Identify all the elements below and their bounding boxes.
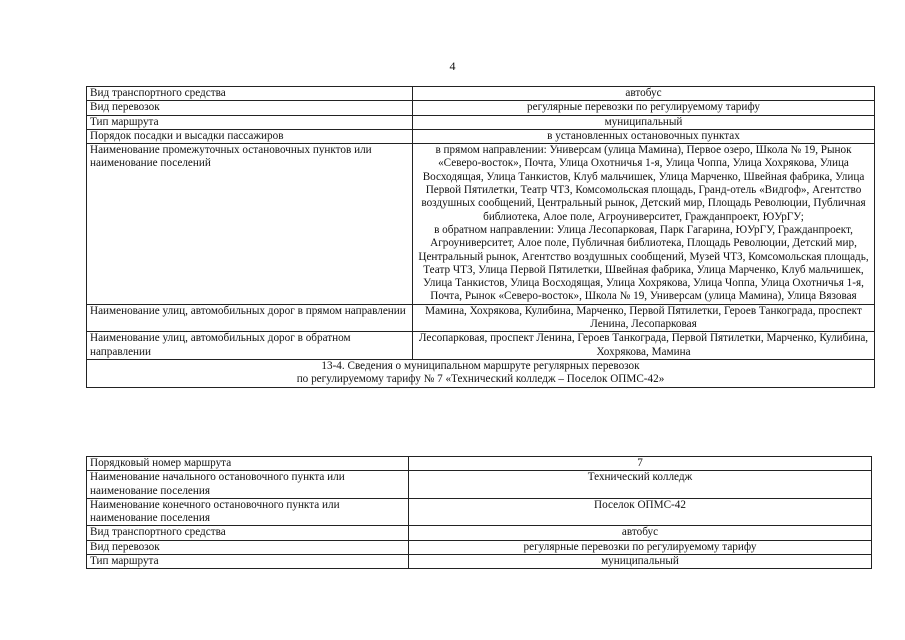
section-heading-line2: по регулируемому тарифу № 7 «Технический колледж – Поселок ОПМС-42» [296,373,665,386]
row-value: автобус [413,87,875,101]
streets-forward-label: Наименование улиц, автомобильных дорог в прямом направлении [87,304,413,332]
table-row [87,471,872,499]
intermediate-stops-label: Наименование промежуточных остановочных пунктов или наименование поселений [87,144,413,305]
section-heading-row [87,359,875,387]
stops-forward: в прямом направлении: Универсам (улица Мамина), Первое озеро, Школа № 19, Рынок «Северо-восток», Почта, Улица Охотничья 1-я, Улица Чоппа, Улица Хохрякова, Улица Восходящая, Улица Танкистов, Клуб мальчишек, Улица Марченко, Швейная фабрика, Улица Первой Пятилетки, Театр ЧТЗ, Комсомольская площадь, Гранд-отель «Видгоф», Агентство воздушных сообщений, Центральный рынок, Детский мир, Площадь Революции, Публичная библиотека, Алое поле, Агроуниверситет, Гражданпроект, ЮУрГУ; [421,144,866,223]
row-value: муниципальный [413,115,875,129]
section-heading-line1: 13-4. Сведения о муниципальном маршруте регулярных перевозок [321,359,640,372]
table-row [87,555,872,569]
row-label: Наименование конечного остановочного пункта или наименование поселения [87,498,409,526]
streets-reverse-label: Наименование улиц, автомобильных дорог в обратном направлении [87,332,413,360]
row-value: муниципальный [409,555,872,569]
stops-reverse: в обратном направлении: Улица Лесопарковая, Парк Гагарина, ЮУрГУ, Гражданпроект, Агроуниверситет, Алое поле, Публичная библиотека, Площадь Революции, Детский мир, Центральный рынок, Агентство воздушных сообщений, Музей ЧТЗ, Комсомольская площадь, Театр ЧТЗ, Улица Первой Пятилетки, Швейная фабрика, Улица Марченко, Клуб мальчишек, Улица Танкистов, Улица Восходящая, Улица Хохрякова, Улица Чоппа, Улица Охотничья 1-я, Почта, Рынок «Северо-восток», Школа № 19, Универсам (улица Мамина), Улица Вязовая [418,223,869,303]
row-label: Тип маршрута [87,555,409,569]
table-row [87,332,875,360]
table-row [87,101,875,115]
row-label: Вид транспортного средства [87,526,409,540]
table-row [87,304,875,332]
row-value: в установленных остановочных пунктах [413,129,875,143]
row-value: регулярные перевозки по регулируемому тарифу [409,540,872,554]
row-label: Вид перевозок [87,540,409,554]
row-label: Тип маршрута [87,115,413,129]
row-value: Технический колледж [409,471,872,499]
row-label: Вид транспортного средства [87,87,413,101]
table-row [87,498,872,526]
table-row [87,87,875,101]
route-7-table [86,456,872,569]
row-value: регулярные перевозки по регулируемому тарифу [413,101,875,115]
row-value: 7 [409,457,872,471]
table-row [87,457,872,471]
row-label: Вид перевозок [87,101,413,115]
section-heading [87,359,875,387]
page-number: 4 [449,59,456,73]
intermediate-stops-value [413,144,875,305]
streets-forward-value: Мамина, Хохрякова, Кулибина, Марченко, Первой Пятилетки, Героев Танкограда, проспект Ленина, Лесопарковая [413,304,875,332]
table-row [87,144,875,305]
row-label: Наименование начального остановочного пункта или наименование поселения [87,471,409,499]
row-value: Поселок ОПМС-42 [409,498,872,526]
row-label: Порядковый номер маршрута [87,457,409,471]
streets-reverse-value: Лесопарковая, проспект Ленина, Героев Танкограда, Первой Пятилетки, Марченко, Кулибина, Хохрякова, Мамина [413,332,875,360]
route-details-table [86,86,875,388]
table-row [87,115,875,129]
row-label: Порядок посадки и высадки пассажиров [87,129,413,143]
table-row [87,129,875,143]
table-row [87,526,872,540]
row-value: автобус [409,526,872,540]
table-row [87,540,872,554]
